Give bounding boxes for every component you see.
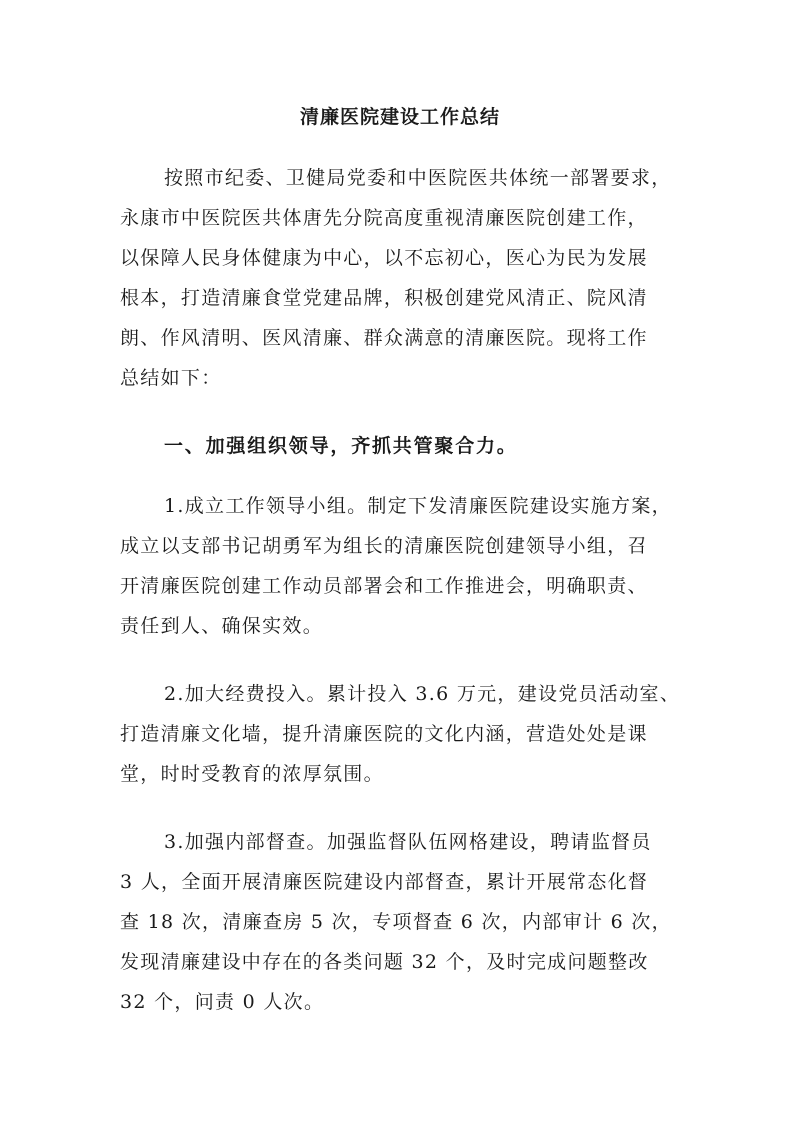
text-line: 3 人，全面开展清廉医院建设内部督查，累计开展常态化督 [120, 871, 649, 893]
text-line: 3.加强内部督查。加强监督队伍网格建设，聘请监督员 [164, 831, 652, 853]
text-line: 按照市纪委、卫健局党委和中医院医共体统一部署要求， [164, 167, 672, 189]
text-line: 总结如下： [120, 367, 222, 389]
text-line: 责任到人、确保实效。 [120, 615, 324, 637]
text-line: 1.成立工作领导小组。制定下发清廉医院建设实施方案， [164, 495, 672, 517]
text-line: 朗、作风清明、医风清廉、群众满意的清廉医院。现将工作 [120, 327, 648, 349]
text-line: 以保障人民身体健康为中心，以不忘初心，医心为民为发展 [120, 247, 648, 269]
text-line: 打造清廉文化墙，提升清廉医院的文化内涵，营造处处是课 [120, 723, 648, 745]
document-title: 清廉医院建设工作总结 [299, 106, 500, 128]
section-heading: 一、加强组织领导，齐抓共管聚合力。 [164, 435, 518, 457]
text-line: 成立以支部书记胡勇军为组长的清廉医院创建领导小组，召 [120, 535, 648, 557]
text-line: 堂，时时受教育的浓厚氛围。 [120, 763, 384, 785]
text-line: 永康市中医院医共体唐先分院高度重视清廉医院创建工作， [120, 207, 648, 229]
text-line: 查 18 次，清廉查房 5 次，专项督查 6 次，内部审计 6 次， [120, 911, 672, 933]
text-line: 32 个，问责 0 人次。 [120, 991, 325, 1013]
text-line: 发现清廉建设中存在的各类问题 32 个，及时完成问题整改 [120, 951, 649, 973]
text-line: 2.加大经费投入。累计投入 3.6 万元，建设党员活动室、 [164, 683, 681, 705]
text-line: 开清廉医院创建工作动员部署会和工作推进会，明确职责、 [120, 575, 648, 597]
text-line: 根本，打造清廉食堂党建品牌，积极创建党风清正、院风清 [120, 287, 648, 309]
